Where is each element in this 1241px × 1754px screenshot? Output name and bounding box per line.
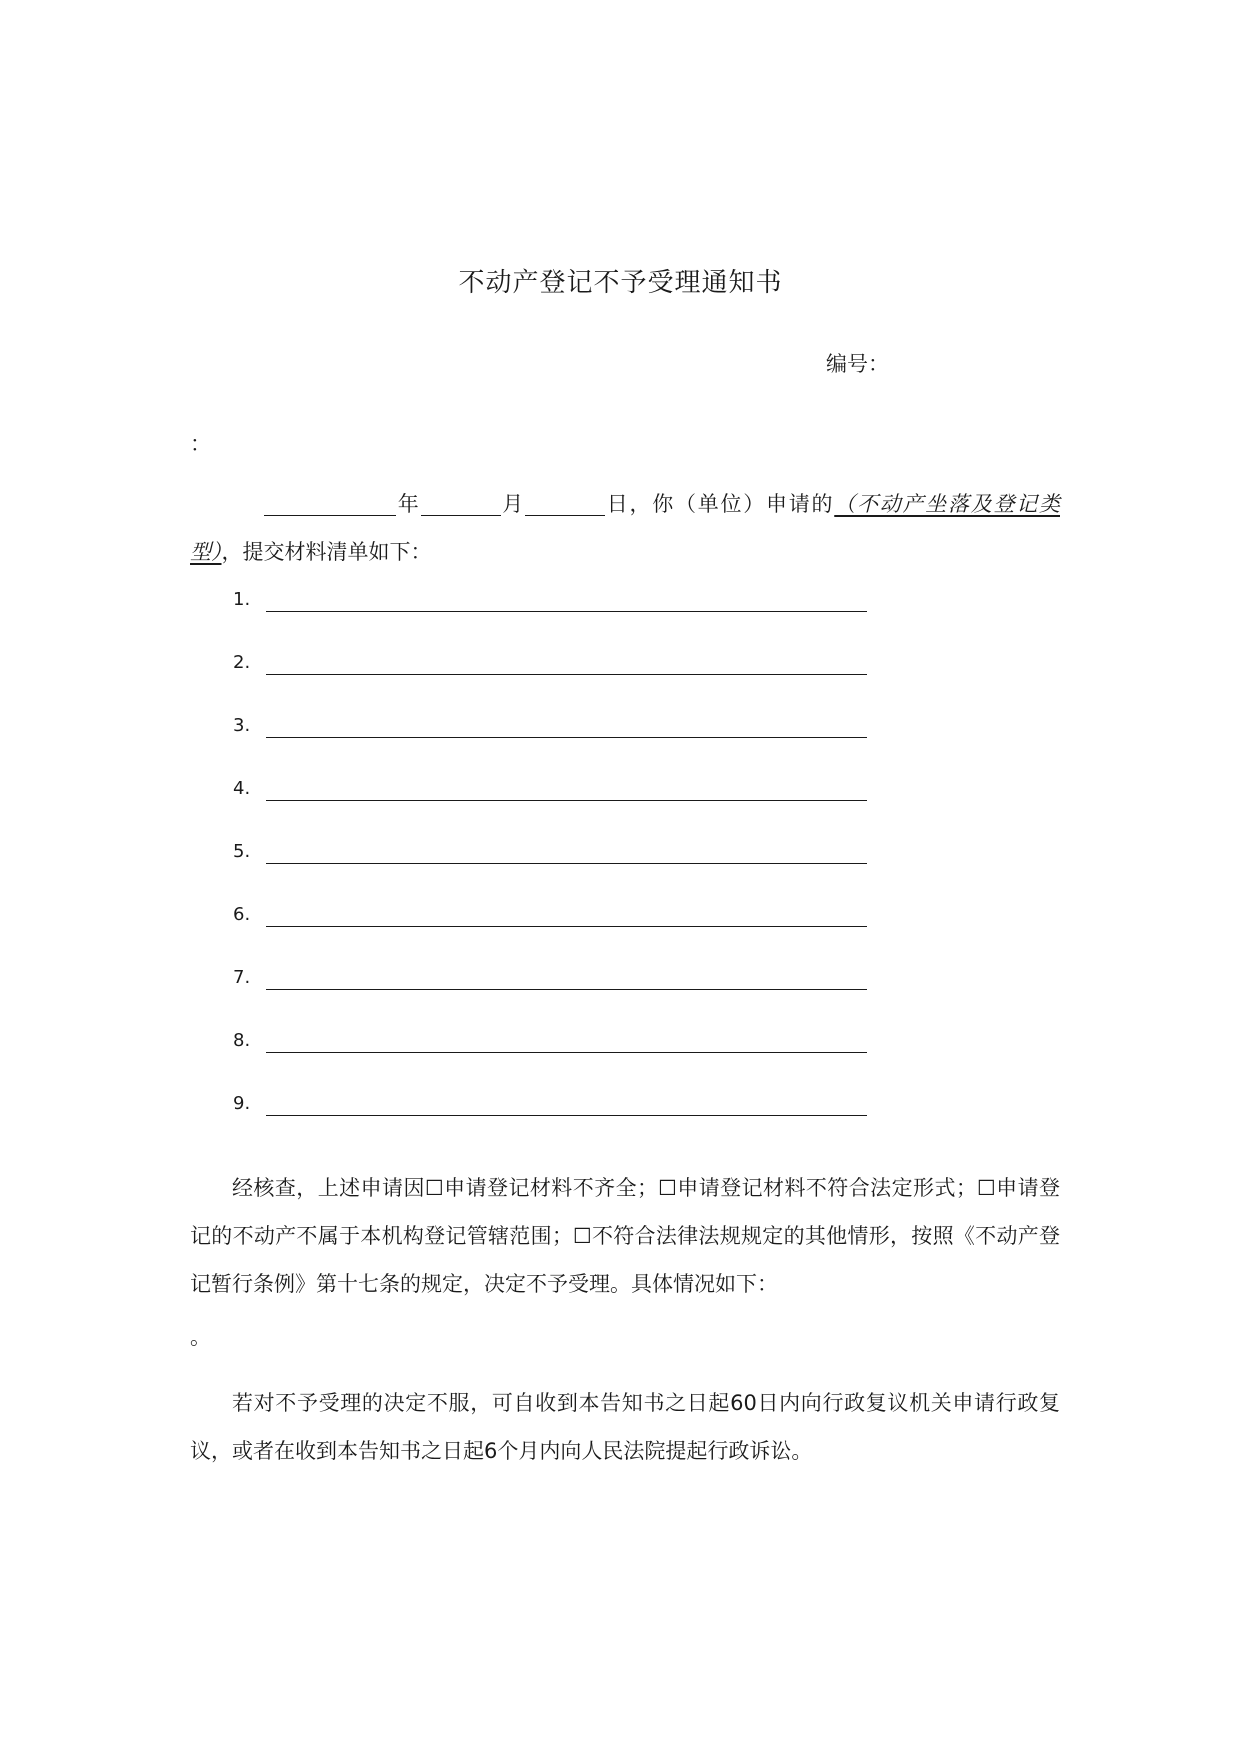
material-number: 4. bbox=[233, 778, 251, 799]
appeal-text-1: 若对不予受理的决定不服，可自收到本告知书之日起 bbox=[232, 1391, 731, 1415]
property-placeholder[interactable]: （不动产坐落及登记类型） bbox=[190, 492, 1060, 564]
review-paragraph bbox=[190, 1164, 1060, 1308]
checkbox-incomplete-materials[interactable]: ☐ bbox=[424, 1176, 444, 1200]
checkbox-other-circumstances[interactable]: ☐ bbox=[572, 1224, 592, 1248]
document-title: 不动产登记不予受理通知书 bbox=[458, 268, 783, 298]
intro-ending: ，提交材料清单如下： bbox=[221, 540, 432, 564]
details-terminator: 。 bbox=[190, 1325, 211, 1349]
appeal-months: 6 bbox=[484, 1439, 498, 1463]
material-blank-line[interactable] bbox=[266, 1115, 867, 1116]
review-conclusion: 按照《不动产登记暂行条例》第十七条的规定，决定不予受理。具体情况如下： bbox=[190, 1224, 1061, 1296]
checkbox-out-of-jurisdiction[interactable]: ☐ bbox=[976, 1176, 996, 1200]
day-blank[interactable] bbox=[525, 489, 605, 516]
intro-paragraph bbox=[190, 480, 1060, 576]
month-blank[interactable] bbox=[421, 489, 501, 516]
material-blank-line[interactable] bbox=[266, 674, 867, 675]
month-label: 月 bbox=[500, 492, 525, 516]
year-blank[interactable] bbox=[264, 489, 396, 516]
material-number: 2. bbox=[233, 652, 251, 673]
document-number-label: 编号： bbox=[826, 352, 889, 376]
review-lead: 经核查，上述申请因 bbox=[232, 1176, 425, 1200]
material-blank-line[interactable] bbox=[266, 1052, 867, 1053]
material-blank-line[interactable] bbox=[266, 989, 867, 990]
material-blank-line[interactable] bbox=[266, 800, 867, 801]
appeal-text-2: 日内向行政复议机关申请行政复议，或者在收到本告知书之日起 bbox=[190, 1391, 1061, 1463]
material-blank-line[interactable] bbox=[266, 926, 867, 927]
checkbox-invalid-form[interactable]: ☐ bbox=[658, 1176, 677, 1200]
appeal-text-3: 个月内向人民法院提起行政诉讼。 bbox=[497, 1439, 813, 1463]
material-number: 9. bbox=[233, 1093, 251, 1114]
option-invalid-form: 申请登记材料不符合法定形式； bbox=[676, 1176, 977, 1200]
appeal-days: 60 bbox=[730, 1391, 757, 1415]
material-number: 8. bbox=[233, 1030, 251, 1051]
material-number: 5. bbox=[233, 841, 251, 862]
salutation-colon: ： bbox=[190, 432, 211, 456]
material-number: 7. bbox=[233, 967, 251, 988]
material-number: 3. bbox=[233, 715, 251, 736]
material-blank-line[interactable] bbox=[266, 737, 867, 738]
material-number: 1. bbox=[233, 589, 251, 610]
option-other-circumstances: 不符合法律法规规定的其他情形， bbox=[591, 1224, 912, 1248]
day-label: 日，你（单位）申请的 bbox=[605, 492, 835, 516]
option-out-of-jurisdiction: 申请登记的不动产不属于本机构登记管辖范围； bbox=[190, 1176, 1061, 1248]
appeal-paragraph bbox=[190, 1379, 1060, 1475]
year-label: 年 bbox=[396, 492, 421, 516]
material-blank-line[interactable] bbox=[266, 611, 867, 612]
option-incomplete-materials: 申请登记材料不齐全； bbox=[443, 1176, 659, 1200]
material-blank-line[interactable] bbox=[266, 863, 867, 864]
material-number: 6. bbox=[233, 904, 251, 925]
